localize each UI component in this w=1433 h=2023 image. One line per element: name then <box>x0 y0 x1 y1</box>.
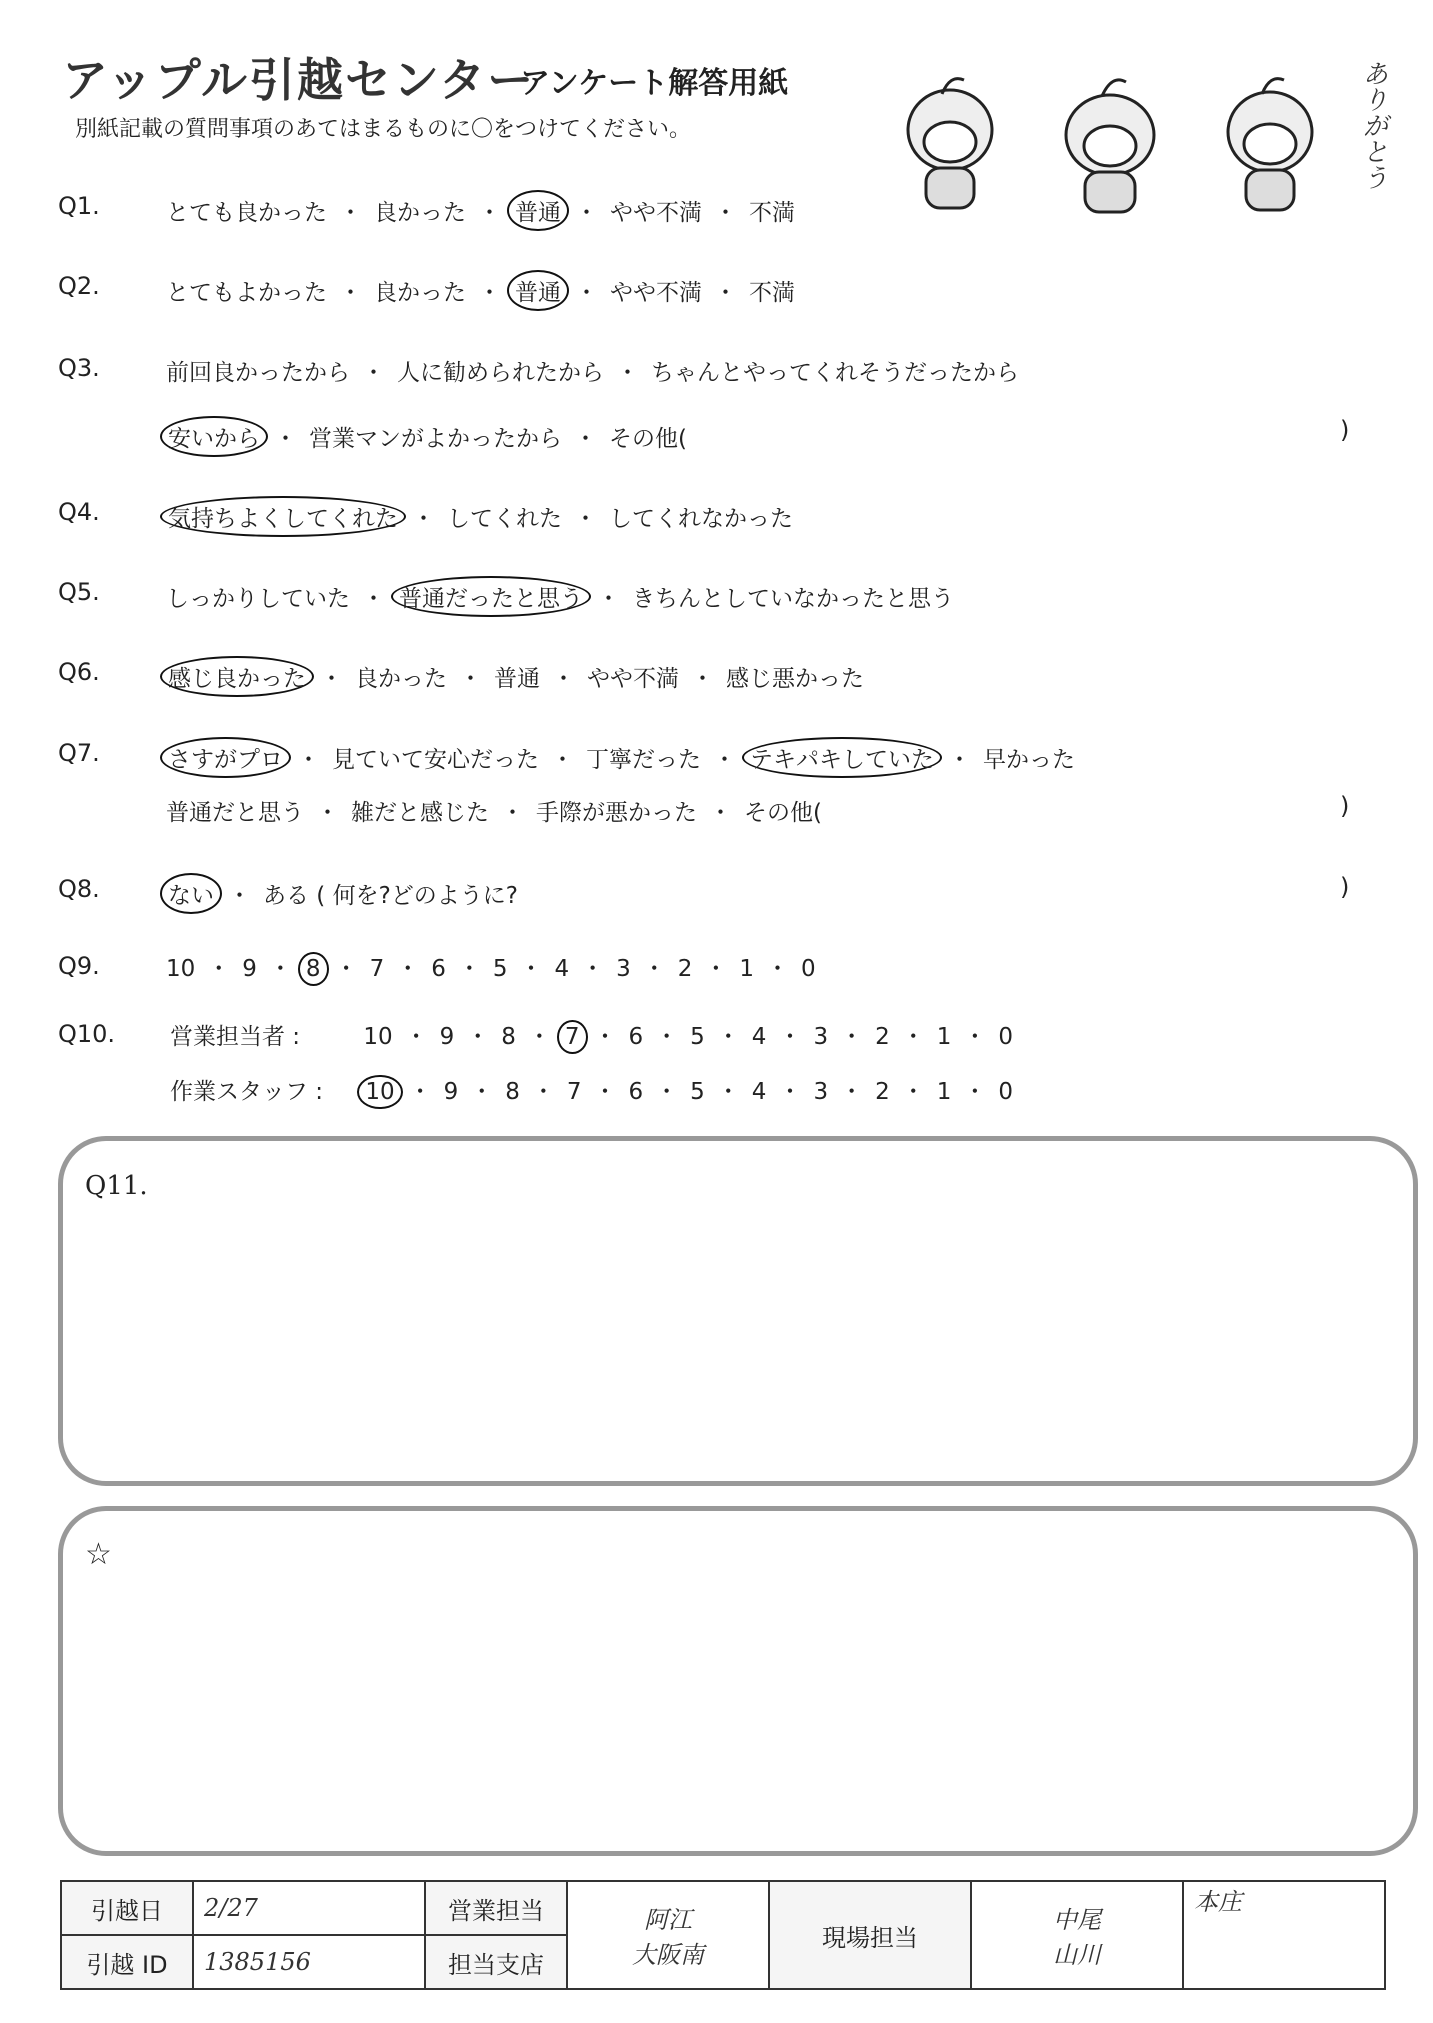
q5-options-row <box>160 576 960 617</box>
separator: ・ <box>466 1024 490 1050</box>
separator: ・ <box>412 506 435 532</box>
move-id-value: 1385156 <box>193 1935 425 1989</box>
q7-option[interactable]: 見ていて安心だった <box>332 747 539 773</box>
q10-sales-score[interactable]: 4 <box>751 1024 767 1050</box>
q9-option[interactable]: 6 <box>431 956 446 982</box>
separator: ・ <box>948 747 971 773</box>
separator: ・ <box>713 747 736 773</box>
q10-staff-score[interactable]: 8 <box>505 1079 520 1105</box>
q6-option[interactable]: 良かった <box>355 666 447 692</box>
q6-option[interactable]: 普通 <box>494 666 540 692</box>
separator: ・ <box>655 1024 679 1050</box>
q6-option-selected[interactable]: 感じ良かった <box>160 656 314 697</box>
question-label-q2: Q2. <box>58 272 100 300</box>
q9-option[interactable]: 10 <box>166 956 196 982</box>
q10-staff-score[interactable]: 0 <box>998 1079 1013 1105</box>
q10-sales-score[interactable]: 5 <box>690 1024 705 1050</box>
q10-staff-score[interactable]: 5 <box>690 1079 705 1105</box>
separator: ・ <box>552 666 575 692</box>
separator: ・ <box>316 800 339 826</box>
separator: ・ <box>581 956 605 982</box>
separator: ・ <box>551 747 574 773</box>
sales-branch-values <box>567 1881 769 1989</box>
q5-option[interactable]: しっかりしていた <box>166 586 350 612</box>
separator: ・ <box>616 360 639 386</box>
star-comment-box[interactable] <box>58 1506 1418 1856</box>
q10-staff-score[interactable]: 7 <box>566 1079 582 1105</box>
q10-sales-score[interactable]: 1 <box>936 1024 952 1050</box>
q9-option[interactable]: 5 <box>492 956 508 982</box>
branch-value: 大阪南 <box>632 1941 704 1969</box>
separator: ・ <box>575 280 598 306</box>
q9-option[interactable]: 0 <box>801 956 816 982</box>
separator: ・ <box>527 1024 551 1050</box>
separator: ・ <box>840 1024 864 1050</box>
q5-option[interactable]: きちんとしていなかったと思う <box>632 586 954 612</box>
move-date-value: 2/27 <box>193 1881 425 1935</box>
separator: ・ <box>268 956 292 982</box>
branch-label: 担当支店 <box>425 1935 567 1989</box>
q6-options-row <box>160 656 870 697</box>
form-subtitle: アンケート解答用紙 <box>520 66 789 101</box>
q10-staff-score[interactable]: 1 <box>936 1079 952 1105</box>
q1-option[interactable]: 不満 <box>749 200 795 226</box>
q3-option[interactable]: その他( <box>609 426 687 452</box>
separator: ・ <box>963 1079 987 1105</box>
close-paren: ) <box>1340 792 1350 820</box>
separator: ・ <box>408 1079 432 1105</box>
separator: ・ <box>396 956 420 982</box>
q1-option-selected[interactable]: 普通 <box>507 190 569 231</box>
separator: ・ <box>320 666 343 692</box>
separator: ・ <box>404 1024 428 1050</box>
q3-options-row <box>160 416 693 457</box>
separator: ・ <box>362 586 385 612</box>
question-label-q1: Q1. <box>58 192 100 220</box>
q2-options-row <box>160 270 801 311</box>
footer-table <box>60 1880 1386 1990</box>
separator: ・ <box>593 1079 617 1105</box>
site-value-2: 山川 <box>1053 1941 1101 1969</box>
separator: ・ <box>714 280 737 306</box>
separator: ・ <box>574 506 597 532</box>
separator: ・ <box>691 666 714 692</box>
q11-comment-box[interactable] <box>58 1136 1418 1486</box>
q7-option[interactable]: 手際が悪かった <box>536 800 697 826</box>
q10-sales-score-selected[interactable]: 7 <box>557 1020 588 1054</box>
q10-staff-score[interactable]: 6 <box>628 1079 644 1105</box>
question-label-q3: Q3. <box>58 354 100 382</box>
separator: ・ <box>478 200 501 226</box>
question-label-q9: Q9. <box>58 952 100 980</box>
q4-option[interactable]: してくれなかった <box>609 506 793 532</box>
q1-option[interactable]: とても良かった <box>166 200 327 226</box>
q2-option[interactable]: やや不満 <box>610 280 702 306</box>
q10-staff-score[interactable]: 4 <box>751 1079 767 1105</box>
separator: ・ <box>501 800 524 826</box>
q6-option[interactable]: 感じ悪かった <box>726 666 864 692</box>
separator: ・ <box>778 1079 802 1105</box>
question-label-q7: Q7. <box>58 739 100 767</box>
q1-option[interactable]: 良かった <box>374 200 466 226</box>
monkey-icon-2 <box>1066 80 1154 212</box>
separator: ・ <box>575 200 598 226</box>
q7-option-selected[interactable]: さすがプロ <box>160 737 291 778</box>
q10-sales-score[interactable]: 9 <box>439 1024 455 1050</box>
separator: ・ <box>531 1079 555 1105</box>
separator: ・ <box>593 1024 617 1050</box>
separator: ・ <box>274 426 297 452</box>
separator: ・ <box>778 1024 802 1050</box>
separator: ・ <box>642 956 666 982</box>
q7-option[interactable]: 丁寧だった <box>586 747 701 773</box>
close-paren: ) <box>1340 416 1350 444</box>
q7-options-row <box>160 792 828 829</box>
separator: ・ <box>207 956 231 982</box>
q10-sales-score[interactable]: 3 <box>813 1024 829 1050</box>
separator: ・ <box>519 956 543 982</box>
q2-option-selected[interactable]: 普通 <box>507 270 569 311</box>
thanks-text: ありがとう <box>1358 60 1388 190</box>
separator: ・ <box>840 1079 864 1105</box>
separator: ・ <box>714 200 737 226</box>
q4-option-selected[interactable]: 気持ちよくしてくれた <box>160 496 406 537</box>
q1-option[interactable]: やや不満 <box>610 200 702 226</box>
q9-options-row <box>160 950 822 986</box>
q7-option[interactable]: 雑だと感じた <box>351 800 489 826</box>
q6-option[interactable]: やや不満 <box>587 666 679 692</box>
separator: ・ <box>766 956 790 982</box>
question-label-q6: Q6. <box>58 658 100 686</box>
q7-option[interactable]: 早かった <box>983 747 1075 773</box>
q10-sales-label: 営業担当者 : <box>170 1024 301 1050</box>
q10-staff-row <box>170 1073 1019 1109</box>
separator: ・ <box>655 1079 679 1105</box>
move-date-label: 引越日 <box>61 1881 193 1935</box>
separator: ・ <box>339 200 362 226</box>
q8-option-selected[interactable]: ない <box>160 873 222 914</box>
q8-option[interactable]: ある ( 何を?どのように? <box>263 883 519 909</box>
q10-sales-score[interactable]: 8 <box>501 1024 516 1050</box>
company-title: アップル引越センター <box>62 53 536 107</box>
q10-staff-score[interactable]: 3 <box>813 1079 829 1105</box>
separator: ・ <box>459 666 482 692</box>
separator: ・ <box>297 747 320 773</box>
q9-option[interactable]: 4 <box>554 956 570 982</box>
site-values-1 <box>971 1881 1183 1989</box>
q10-staff-scale <box>357 1079 1019 1105</box>
q10-staff-score[interactable]: 2 <box>875 1079 890 1105</box>
separator: ・ <box>470 1079 494 1105</box>
question-label-q8: Q8. <box>58 875 100 903</box>
q3-option-selected[interactable]: 安いから <box>160 416 268 457</box>
q3-option[interactable]: ちゃんとやってくれそうだったから <box>651 360 1019 386</box>
monkey-icon-1 <box>908 79 992 208</box>
q3-option[interactable]: 営業マンがよかったから <box>309 426 562 452</box>
separator: ・ <box>963 1024 987 1050</box>
q11-label: Q11. <box>85 1171 148 1201</box>
q7-options-row <box>160 737 1081 778</box>
q3-option[interactable]: 前回良かったから <box>166 360 350 386</box>
q10-sales-row <box>170 1018 1019 1054</box>
monkey-icon-3 <box>1228 79 1312 210</box>
star-label: ☆ <box>85 1537 112 1572</box>
q9-option[interactable]: 1 <box>739 956 755 982</box>
q10-staff-score[interactable]: 9 <box>443 1079 459 1105</box>
q7-option[interactable]: その他( <box>744 800 822 826</box>
separator: ・ <box>901 1079 925 1105</box>
site-label: 現場担当 <box>769 1881 971 1989</box>
separator: ・ <box>716 1079 740 1105</box>
q7-option-selected[interactable]: テキパキしていた <box>742 737 942 778</box>
q10-sales-score[interactable]: 2 <box>875 1024 890 1050</box>
q7-option[interactable]: 普通だと思う <box>166 800 304 826</box>
separator: ・ <box>362 360 385 386</box>
question-label-q10: Q10. <box>58 1020 116 1048</box>
q10-staff-label: 作業スタッフ : <box>170 1079 324 1105</box>
q9-option[interactable]: 3 <box>616 956 631 982</box>
separator: ・ <box>597 586 620 612</box>
separator: ・ <box>574 426 597 452</box>
q5-option-selected[interactable]: 普通だったと思う <box>391 576 591 617</box>
q10-sales-score[interactable]: 6 <box>628 1024 644 1050</box>
q10-sales-score[interactable]: 10 <box>363 1024 393 1050</box>
q9-option[interactable]: 7 <box>369 956 385 982</box>
sales-label: 営業担当 <box>425 1881 567 1935</box>
separator: ・ <box>716 1024 740 1050</box>
separator: ・ <box>709 800 732 826</box>
close-paren: ) <box>1340 873 1350 901</box>
q1-options-row <box>160 190 801 231</box>
q10-staff-score-selected[interactable]: 10 <box>357 1075 402 1109</box>
q2-option[interactable]: 良かった <box>374 280 466 306</box>
q4-option[interactable]: してくれた <box>447 506 562 532</box>
separator: ・ <box>478 280 501 306</box>
q8-options-row <box>160 873 524 914</box>
q9-option[interactable]: 2 <box>677 956 693 982</box>
q9-option[interactable]: 9 <box>242 956 257 982</box>
question-label-q5: Q5. <box>58 578 100 606</box>
separator: ・ <box>334 956 358 982</box>
separator: ・ <box>901 1024 925 1050</box>
separator: ・ <box>457 956 481 982</box>
separator: ・ <box>339 280 362 306</box>
separator: ・ <box>704 956 728 982</box>
q2-option[interactable]: とてもよかった <box>166 280 327 306</box>
q3-options-row <box>160 352 1025 389</box>
question-label-q4: Q4. <box>58 498 100 526</box>
mascot-illustration <box>880 50 1400 220</box>
q3-option[interactable]: 人に勧められたから <box>397 360 604 386</box>
move-id-label: 引越 ID <box>61 1935 193 1989</box>
q10-sales-score[interactable]: 0 <box>998 1024 1013 1050</box>
site-value-1: 中尾 <box>1053 1906 1101 1934</box>
sales-value: 阿江 <box>644 1906 692 1934</box>
q2-option[interactable]: 不満 <box>749 280 795 306</box>
separator: ・ <box>228 883 251 909</box>
q10-sales-scale <box>357 1024 1019 1050</box>
q4-options-row <box>160 496 799 537</box>
site-value-3: 本庄 <box>1183 1881 1385 1989</box>
q9-option-selected[interactable]: 8 <box>298 952 329 986</box>
instruction-text: 別紙記載の質問事項のあてはまるものに〇をつけてください。 <box>75 117 692 142</box>
